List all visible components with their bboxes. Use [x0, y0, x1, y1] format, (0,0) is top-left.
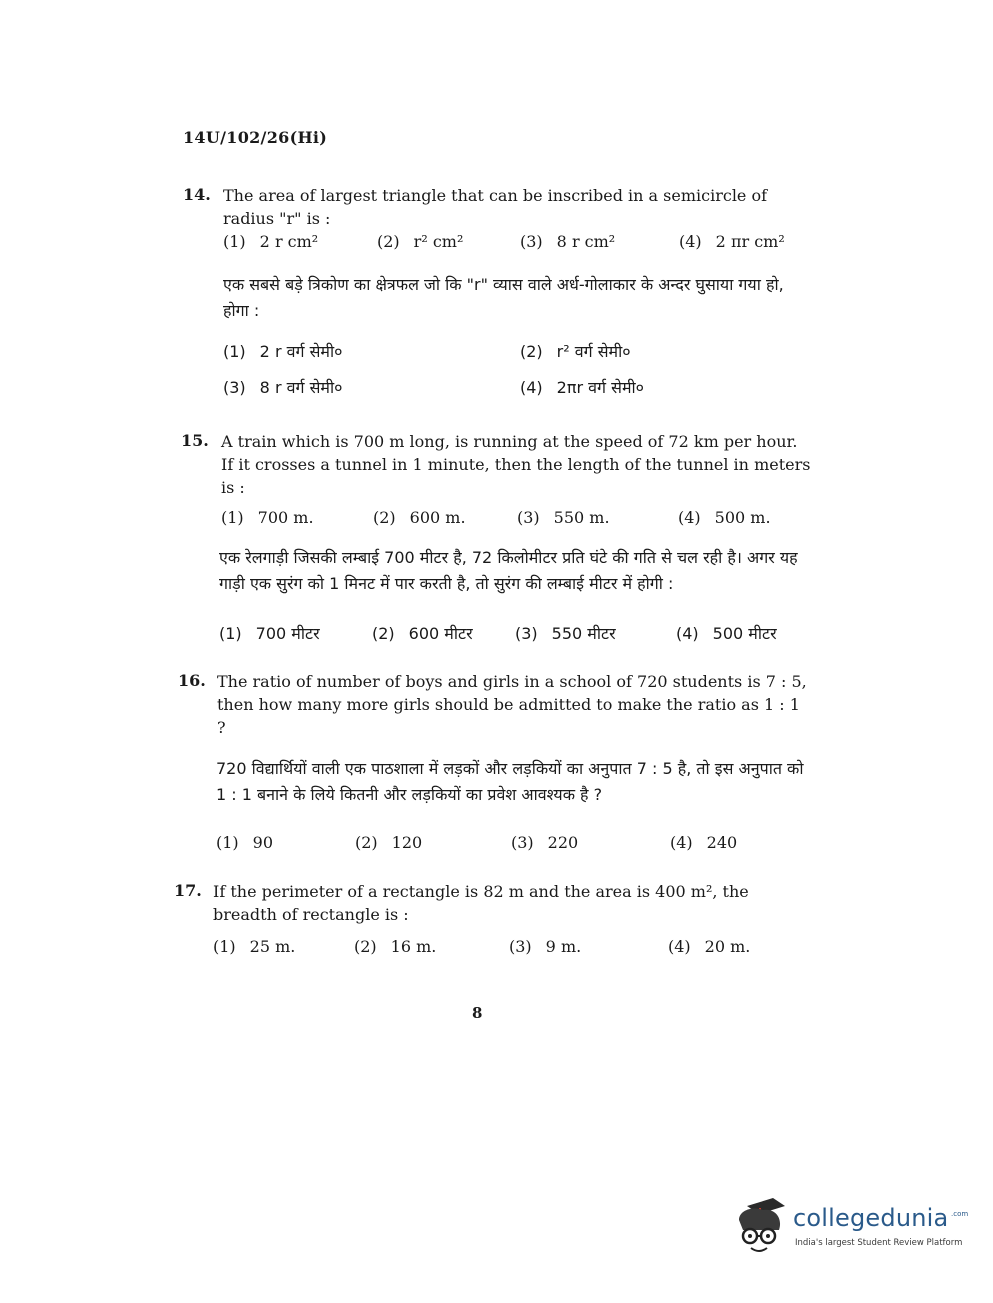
options — [213, 937, 805, 961]
option-2: (2) r² cm² — [377, 232, 464, 251]
option-2: (2) 600 m. — [373, 508, 466, 527]
option-4: (4) 2 πr cm² — [679, 232, 785, 251]
question-text-hindi: एक सबसे बड़े त्रिकोण का क्षेत्रफल जो कि "r" व्यास वाले अर्ध-गोलाकार के अन्दर घुसाया गया हो, होगा : — [223, 275, 784, 320]
option-1-hindi: (1) 700 मीटर — [219, 624, 320, 643]
option-1: (1) 700 m. — [221, 508, 314, 527]
paper-code: 14U/102/26(Hi) — [183, 128, 328, 147]
option-3: (3) 550 m. — [517, 508, 610, 527]
mascot-icon — [733, 1196, 791, 1260]
option-3-hindi: (3) 8 r वर्ग सेमी० — [223, 378, 343, 397]
option-1: (1) 2 r cm² — [223, 232, 319, 251]
question-text-english: A train which is 700 m long, is running at the speed of 72 km per hour. If it crosses a tunnel in 1 minute, then the length of the tunnel in meters is : — [221, 432, 811, 497]
option-1-hindi: (1) 2 r वर्ग सेमी० — [223, 342, 343, 361]
options-hindi-row-2 — [223, 376, 813, 400]
option-4-hindi: (4) 500 मीटर — [676, 624, 777, 643]
option-2-hindi: (2) r² वर्ग सेमी० — [520, 342, 631, 361]
option-3: (3) 220 — [511, 833, 579, 852]
options — [216, 833, 808, 857]
option-4-hindi: (4) 2πr वर्ग सेमी० — [520, 378, 644, 397]
option-1: (1) 90 — [216, 833, 274, 852]
options-english — [221, 508, 811, 532]
brand-tagline: India's largest Student Review Platform — [795, 1238, 963, 1248]
options-hindi-row-1 — [223, 340, 813, 364]
question-number: 17. — [174, 881, 202, 900]
question-text-hindi: एक रेलगाड़ी जिसकी लम्बाई 700 मीटर है, 72 किलोमीटर प्रति घंटे की गति से चल रही है। अगर यह गाड़ी एक सुरंग को 1 मिनट में पार करती है, तो सुरंग की लम्बाई मीटर में होगी : — [219, 548, 798, 593]
question-text-english: The ratio of number of boys and girls in a school of 720 students is 7 : 5, then how many more girls should be admitted to make the ratio as 1 : 1 ? — [217, 672, 807, 737]
option-4: (4) 500 m. — [678, 508, 771, 527]
brand-domain: .com — [951, 1210, 969, 1218]
page-number: 8 — [472, 1004, 483, 1022]
option-4: (4) 20 m. — [668, 937, 751, 956]
option-3: (3) 8 r cm² — [520, 232, 616, 251]
option-3: (3) 9 m. — [509, 937, 582, 956]
option-3-hindi: (3) 550 मीटर — [515, 624, 616, 643]
option-2: (2) 120 — [355, 833, 423, 852]
question-number: 15. — [181, 431, 209, 450]
options-english — [223, 232, 813, 256]
collegedunia-watermark — [733, 1196, 969, 1266]
options-hindi — [219, 622, 811, 646]
option-2: (2) 16 m. — [354, 937, 437, 956]
question-text-hindi: 720 विद्यार्थियों वाली एक पाठशाला में लड़कों और लड़कियों का अनुपात 7 : 5 है, तो इस अनुपात को 1 : 1 बनाने के लिये कितनी और लड़कियों का प्रवेश आवश्यक है ? — [216, 759, 804, 804]
brand-name: collegedunia — [793, 1204, 949, 1232]
question-text-english: The area of largest triangle that can be inscribed in a semicircle of radius "r" is : — [223, 186, 768, 228]
question-number: 16. — [178, 671, 206, 690]
option-1: (1) 25 m. — [213, 937, 296, 956]
question-number: 14. — [183, 185, 211, 204]
option-2-hindi: (2) 600 मीटर — [372, 624, 473, 643]
question-text-english: If the perimeter of a rectangle is 82 m and the area is 400 m², the breadth of rectangle is : — [213, 882, 749, 924]
option-4: (4) 240 — [670, 833, 738, 852]
